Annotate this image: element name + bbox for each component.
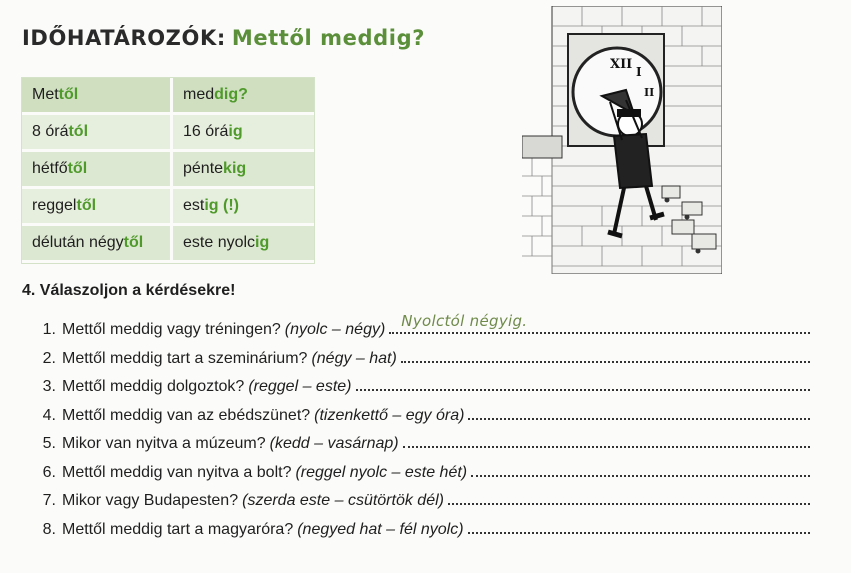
cell-stem: est [183, 197, 205, 214]
clock-numeral: I [636, 65, 642, 79]
answer-line[interactable] [471, 461, 810, 477]
question-number: 3. [42, 378, 56, 395]
question-number: 7. [42, 492, 56, 509]
question-hint: (negyed hat – fél nyolc) [297, 520, 464, 538]
title-main: IDŐHATÁROZÓK: [22, 26, 226, 50]
question-hint: (tizenkettő – egy óra) [314, 406, 465, 424]
clock-numeral: XII [610, 57, 633, 72]
question-text: Mettől meddig vagy tréningen? [62, 321, 281, 338]
question-item [38, 404, 810, 433]
table-cell [173, 115, 314, 152]
question-hint: (kedd – vasárnap) [269, 435, 399, 452]
table-cell [173, 78, 314, 115]
question-text: Mettől meddig tart a magyaróra? [62, 520, 294, 538]
question-item [38, 312, 810, 347]
question-hint: (reggel nyolc – este hét) [295, 463, 468, 481]
cell-suffix: től [58, 86, 79, 103]
cell-stem: 16 órá [183, 123, 229, 140]
table-header-row [22, 78, 314, 115]
clock-icon [568, 34, 664, 146]
title-sub: Mettől meddig? [231, 26, 425, 50]
answer-line[interactable] [468, 518, 810, 534]
grammar-table [22, 78, 314, 263]
table-cell [22, 226, 173, 263]
answer-line[interactable] [468, 404, 810, 420]
question-hint: (reggel – este) [248, 378, 352, 395]
question-text: Mettől meddig van az ebédszünet? [62, 406, 311, 424]
question-number: 5. [42, 435, 56, 452]
cell-stem: délután négy [32, 234, 124, 251]
table-row [22, 226, 314, 263]
clock-tower-illustration [522, 6, 722, 274]
answer-line[interactable] [389, 312, 810, 334]
question-text: Mettől meddig van nyitva a bolt? [62, 463, 292, 481]
question-hint: (nyolc – négy) [284, 321, 386, 338]
table-cell [22, 78, 173, 115]
table-row [22, 152, 314, 189]
clock-numeral: II [644, 86, 655, 99]
cell-suffix: ig [228, 123, 243, 140]
table-cell [22, 115, 173, 152]
cell-suffix: től [76, 197, 97, 214]
cell-suffix: től [67, 160, 88, 177]
question-item [38, 432, 810, 461]
cell-stem: med [183, 86, 215, 103]
cell-suffix: kig [223, 160, 247, 177]
answer-line[interactable] [448, 489, 810, 505]
cell-stem: pénte [183, 160, 224, 177]
question-item [38, 489, 810, 518]
handwritten-answer: Nyolctól négyig. [401, 312, 528, 330]
question-item [38, 461, 810, 490]
cell-stem: este nyolc [183, 234, 256, 251]
table-row [22, 189, 314, 226]
answer-line[interactable] [403, 432, 810, 448]
question-text: Mikor vagy Budapesten? [62, 492, 239, 509]
question-number: 4. [42, 406, 56, 424]
question-number: 8. [42, 520, 56, 538]
answer-line[interactable] [356, 375, 811, 391]
table-cell [22, 189, 173, 226]
question-item [38, 518, 810, 547]
cell-suffix: ig [255, 234, 270, 251]
question-list [38, 312, 810, 546]
table-cell [22, 152, 173, 189]
question-text: Mettől meddig tart a szeminárium? [62, 349, 308, 367]
question-number: 6. [42, 463, 56, 481]
table-cell [173, 152, 314, 189]
cell-stem: reggel [32, 197, 77, 214]
cell-stem: Met [32, 86, 59, 103]
question-hint: (szerda este – csütörtök dél) [242, 492, 444, 509]
question-number: 2. [42, 349, 56, 367]
cell-suffix: tól [68, 123, 89, 140]
question-number: 1. [42, 321, 56, 338]
question-text: Mikor van nyitva a múzeum? [62, 435, 266, 452]
cell-suffix: től [123, 234, 144, 251]
table-cell [173, 226, 314, 263]
cell-stem: hétfő [32, 160, 68, 177]
question-item [38, 375, 810, 404]
page-title [22, 26, 425, 50]
exercise-title: 4. Válaszoljon a kérdésekre! [22, 282, 236, 299]
cell-suffix: dig? [214, 86, 248, 103]
cell-stem: 8 órá [32, 123, 69, 140]
table-cell [173, 189, 314, 226]
table-row [22, 115, 314, 152]
question-text: Mettől meddig dolgoztok? [62, 378, 245, 395]
question-item [38, 347, 810, 376]
question-hint: (négy – hat) [311, 349, 397, 367]
cell-suffix: ig (!) [204, 197, 239, 214]
answer-line[interactable] [401, 347, 810, 363]
